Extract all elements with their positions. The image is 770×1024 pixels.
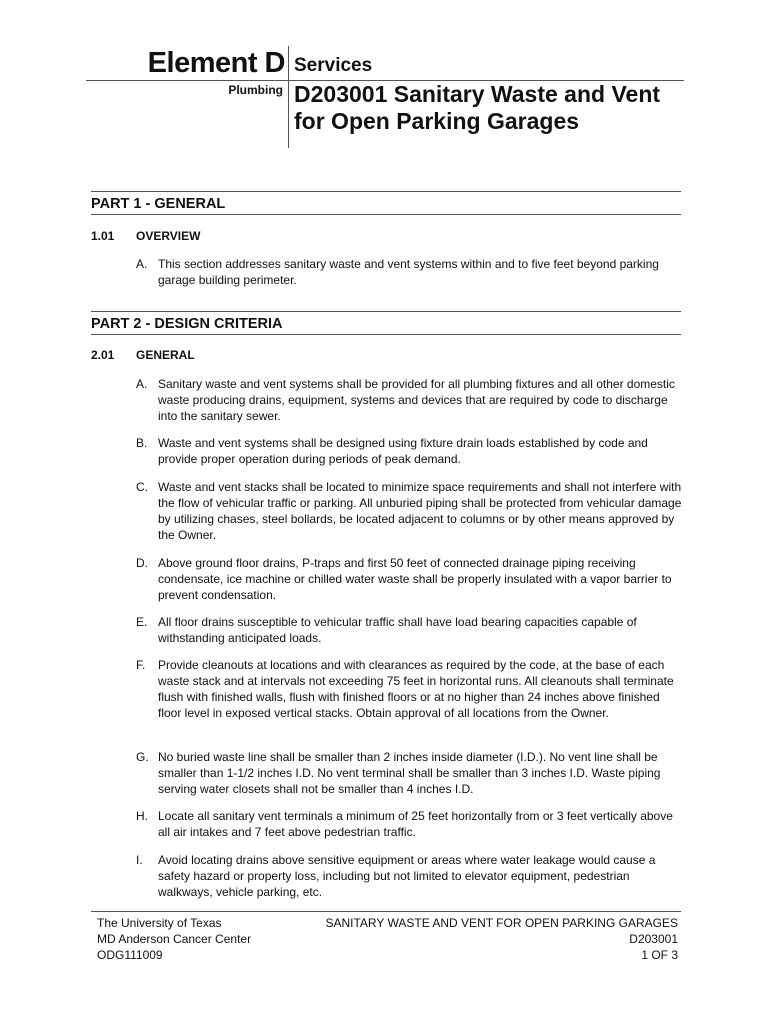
list-item (136, 614, 684, 646)
list-item (136, 376, 684, 424)
part-2-heading: PART 2 - DESIGN CRITERIA (91, 311, 681, 335)
footer-doc-id: ODG111009 (97, 948, 163, 962)
list-item-text: Locate all sanitary vent terminals a minimum of 25 feet horizontally from or 3 feet vertically above all air intakes and 7 feet above pedestrian traffic. (158, 809, 673, 839)
part-1-heading: PART 1 - GENERAL (91, 191, 681, 215)
list-item (136, 657, 684, 721)
list-item-label: C. (136, 480, 148, 494)
list-item-label: A. (136, 257, 148, 271)
list-item-label: D. (136, 556, 148, 570)
list-item (136, 808, 684, 840)
footer-org-line-2: MD Anderson Cancer Center (97, 932, 252, 946)
list-item-text: Avoid locating drains above sensitive equipment or areas where water leakage would cause a safety hazard or property loss, including but not limited to elevator equipment, pedestrian walkways, vehicle parking, etc. (158, 853, 656, 899)
list-item-text: This section addresses sanitary waste and vent systems within and to five feet beyond parking garage building perimeter. (158, 257, 659, 287)
footer-code: D203001 (629, 932, 678, 946)
list-item-label: H. (136, 809, 148, 823)
list-item-text: No buried waste line shall be smaller than 2 inches inside diameter (I.D.). No vent line shall be smaller than 1-1/2 inches I.D. No vent terminal shall be smaller than 3 inches I.D. Waste piping serving water closets shall not be smaller than 4 inches I.D. (158, 750, 661, 796)
list-item-text: Waste and vent stacks shall be located to minimize space requirements and shall not interfere with the flow of vehicular traffic or parking. All unburied piping shall be protected from vehicular damage by utilizing chases, steel bollards, be located adjacent to columns or by other means approved by the Owner. (158, 480, 682, 542)
list-item-label: F. (136, 658, 146, 672)
list-item-label: G. (136, 750, 149, 764)
footer-organization (97, 915, 251, 963)
footer-title: SANITARY WASTE AND VENT FOR OPEN PARKING GARAGES (325, 916, 678, 930)
section-title: OVERVIEW (136, 229, 201, 243)
header-divider-vertical (288, 46, 289, 148)
list-item-label: E. (136, 615, 148, 629)
section-number: 2.01 (91, 348, 115, 362)
section-number: 1.01 (91, 229, 115, 243)
footer-divider (91, 911, 681, 912)
list-item-text: Sanitary waste and vent systems shall be provided for all plumbing fixtures and all other domestic waste producing drains, equipment, systems and devices that are required by code to discharge into the sanitary sewer. (158, 377, 675, 423)
list-item-label: I. (136, 853, 143, 867)
list-item-label: A. (136, 377, 148, 391)
list-item (136, 479, 684, 543)
section-title: GENERAL (136, 348, 195, 362)
footer-org-line-1: The University of Texas (97, 916, 222, 930)
list-item-label: B. (136, 436, 148, 450)
element-title: Element D (147, 47, 285, 79)
footer-document-info (300, 915, 678, 963)
document-title: D203001 Sanitary Waste and Vent for Open Parking Garages (294, 81, 661, 134)
list-item (136, 256, 684, 288)
list-item (136, 749, 684, 797)
list-item-text: All floor drains susceptible to vehicular traffic shall have load bearing capacities capable of withstanding anticipated loads. (158, 615, 637, 645)
list-item-text: Waste and vent systems shall be designed using fixture drain loads established by code and provide proper operation during periods of peak demand. (158, 436, 648, 466)
list-item-text: Above ground floor drains, P-traps and first 50 feet of connected drainage piping receiving condensate, ice machine or chilled water waste shall be properly insulated with a vapor barrier to prevent condensation. (158, 556, 672, 602)
discipline-label: Plumbing (228, 83, 283, 97)
list-item-text: Provide cleanouts at locations and with clearances as required by the code, at the base of each waste stack and at intervals not exceeding 75 feet in horizontal runs. All cleanouts shall terminate flush with finished walls, flush with finished floors or at no higher than 24 inches above finished floor level in exposed vertical stacks. Obtain approval of all locations from the Owner. (158, 658, 674, 720)
list-item (136, 435, 684, 467)
group-title: Services (294, 55, 373, 76)
list-item (136, 555, 684, 603)
list-item (136, 852, 684, 900)
page-number: 1 OF 3 (641, 948, 678, 962)
